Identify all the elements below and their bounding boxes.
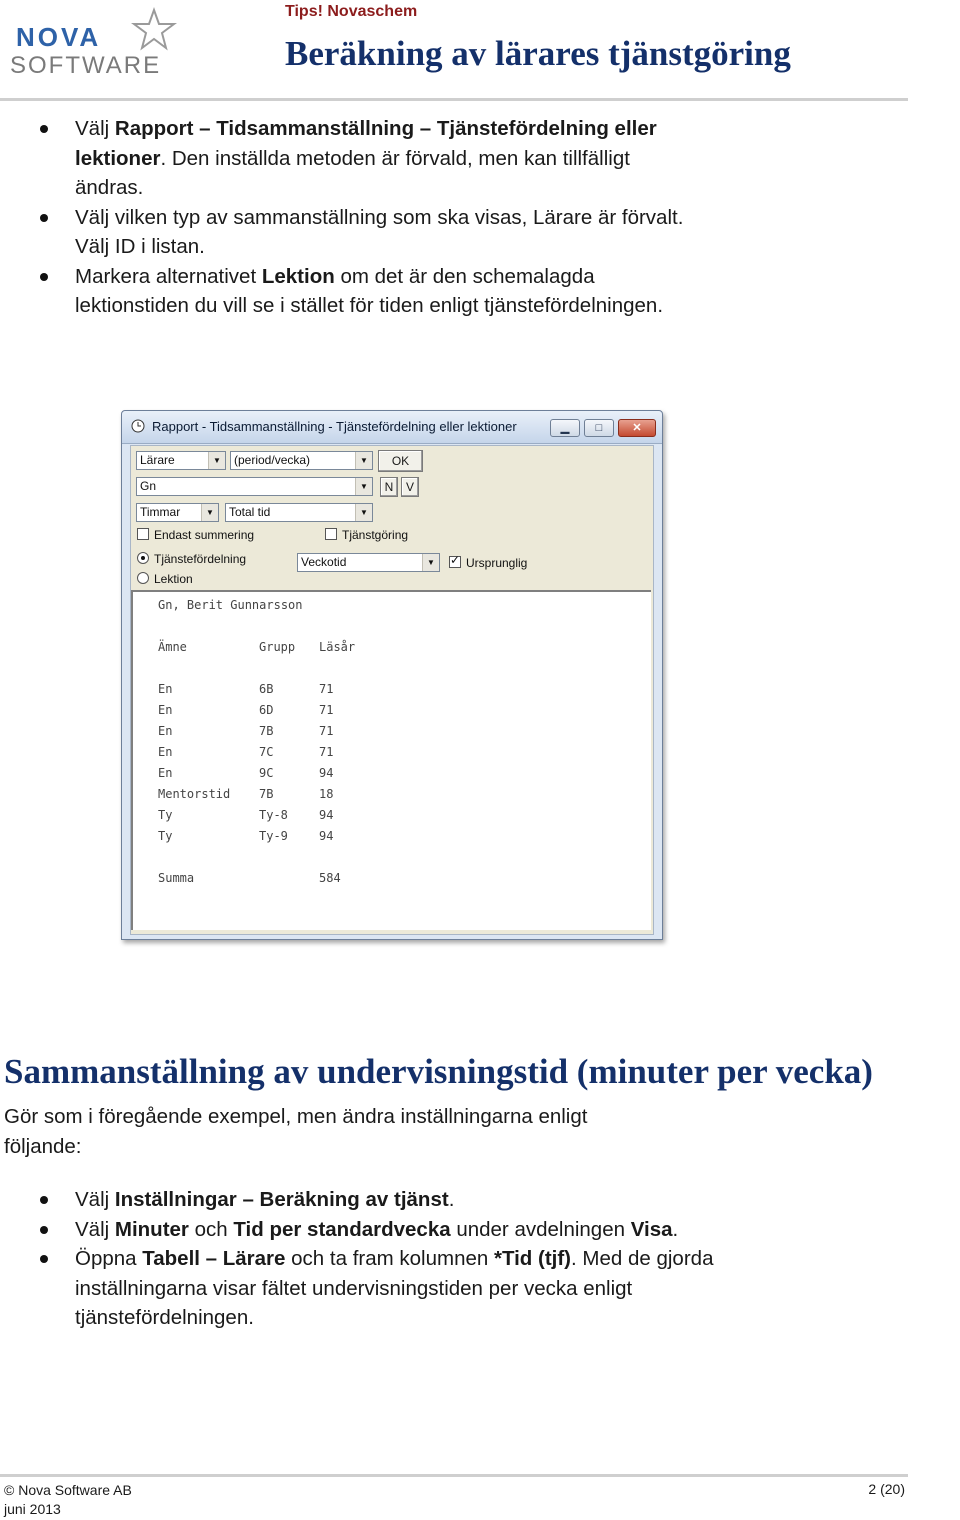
bullet-item xyxy=(0,1185,760,1215)
type-combo-value: Lärare xyxy=(140,453,175,467)
footer-left xyxy=(4,1481,132,1519)
bullet-item xyxy=(0,262,700,321)
chevron-down-icon: ▼ xyxy=(355,504,372,521)
bullet-text: . xyxy=(672,1217,679,1241)
report-cell: 94 xyxy=(319,829,334,843)
tjanstgoring-label: Tjänstgöring xyxy=(342,528,409,542)
report-cell: 9C xyxy=(259,766,274,780)
footer-divider xyxy=(0,1474,908,1477)
bullet-text: Inställningar – Beräkning av tjänst xyxy=(114,1188,449,1211)
instructions-list-1 xyxy=(0,114,700,321)
v-button[interactable]: V xyxy=(401,477,419,497)
maximize-icon: □ xyxy=(595,422,603,434)
lektion-radio[interactable] xyxy=(137,572,193,586)
time-combo-value: Total tid xyxy=(229,505,271,519)
type-combo[interactable] xyxy=(136,451,226,470)
footer-copyright: © Nova Software AB xyxy=(4,1482,132,1498)
bullet-text: om det är den schemalagda lektionstiden du vill se i stället för tiden enligt tjänstefördelningen. xyxy=(75,264,664,317)
bullet-icon xyxy=(40,125,48,133)
section-heading: Sammanställning av undervisningstid (minuter per vecka) xyxy=(4,1052,873,1091)
bullet-item xyxy=(0,1215,760,1245)
report-header-lasar: Läsår xyxy=(319,640,356,654)
report-cell: Mentorstid xyxy=(158,787,231,801)
report-cell: En xyxy=(158,682,173,696)
id-combo[interactable] xyxy=(136,477,373,496)
window-title: Rapport - Tidsammanställning - Tjänstefördelning eller lektioner xyxy=(152,419,517,434)
report-cell: En xyxy=(158,724,173,738)
minimize-icon: ▁ xyxy=(560,422,570,434)
header-tips: Tips! Novaschem xyxy=(285,3,418,20)
bullet-text: och ta fram kolumnen xyxy=(285,1247,494,1270)
period-combo-value: (period/vecka) xyxy=(234,453,311,467)
report-cell: 71 xyxy=(319,682,334,696)
bullet-text: Markera alternativet xyxy=(75,264,262,288)
report-cell: Ty-8 xyxy=(259,808,288,822)
nova-software-logo xyxy=(6,2,206,82)
bullet-text: Visa xyxy=(630,1217,673,1241)
bullet-item xyxy=(0,1244,760,1333)
logo-text-top: NOVA xyxy=(16,22,102,52)
bullet-text: och xyxy=(188,1217,234,1241)
lektion-label: Lektion xyxy=(154,572,193,586)
tjanstgoring-checkbox[interactable] xyxy=(325,528,408,542)
report-cell: En xyxy=(158,703,173,717)
bullet-item xyxy=(0,203,700,262)
report-cell: En xyxy=(158,745,173,759)
bullet-text: Öppna xyxy=(75,1247,143,1270)
ursprunglig-checkbox[interactable] xyxy=(449,556,527,570)
bullet-text: . xyxy=(448,1188,455,1211)
chevron-down-icon: ▼ xyxy=(355,452,372,469)
bullet-text: Rapport – Tidsammanställning – Tjänstefördelning eller lektioner xyxy=(75,117,657,170)
bullet-text: *Tid (tjf) xyxy=(493,1247,572,1270)
time-combo[interactable] xyxy=(225,503,373,522)
report-cell: 6D xyxy=(259,703,274,717)
bullet-text: Välj xyxy=(75,1217,115,1241)
n-button[interactable]: N xyxy=(380,477,398,497)
section-intro: Gör som i föregående exempel, men ändra inställningarna enligt följande: xyxy=(4,1105,588,1158)
footer-page-number: 2 (20) xyxy=(868,1481,905,1497)
veckotid-combo-value: Veckotid xyxy=(301,555,347,569)
report-cell: 94 xyxy=(319,808,334,822)
report-cell: Ty xyxy=(158,808,173,822)
bullet-icon xyxy=(40,1255,48,1263)
window-client-area xyxy=(130,445,654,935)
endast-summering-label: Endast summering xyxy=(154,528,255,542)
unit-combo[interactable] xyxy=(136,503,219,522)
report-cell: 71 xyxy=(319,703,334,717)
report-output xyxy=(131,590,651,930)
report-sum-label: Summa xyxy=(158,871,195,885)
bullet-text: Välj vilken typ av sammanställning som ska visas, Lärare är förvalt. Välj ID i listan. xyxy=(75,205,684,258)
endast-summering-checkbox[interactable] xyxy=(137,528,254,542)
bullet-icon xyxy=(40,1196,48,1204)
report-sum-value: 584 xyxy=(319,871,341,885)
report-header-grupp: Grupp xyxy=(259,640,296,654)
report-cell: 71 xyxy=(319,745,334,759)
bullet-text: . Den inställda metoden är förvald, men kan tillfälligt ändras. xyxy=(75,146,630,199)
report-teacher: Gn, Berit Gunnarsson xyxy=(158,598,303,612)
ursprunglig-label: Ursprunglig xyxy=(466,556,528,570)
chevron-down-icon: ▼ xyxy=(201,504,218,521)
bullet-text: Tid per standardvecka xyxy=(233,1217,451,1241)
report-cell: Ty-9 xyxy=(259,829,288,843)
report-cell: 7C xyxy=(259,745,274,759)
chevron-down-icon: ▼ xyxy=(355,478,372,495)
ok-button[interactable]: OK xyxy=(378,450,423,472)
maximize-button[interactable] xyxy=(584,419,614,437)
id-combo-value: Gn xyxy=(140,479,157,493)
bullet-item xyxy=(0,114,700,203)
page-title: Beräkning av lärares tjänstgöring xyxy=(285,34,791,73)
close-button[interactable] xyxy=(618,419,656,437)
instructions-list-2 xyxy=(0,1185,760,1333)
window-titlebar xyxy=(122,411,662,444)
footer-date: juni 2013 xyxy=(4,1501,61,1517)
bullet-icon xyxy=(40,1226,48,1234)
report-cell: 6B xyxy=(259,682,274,696)
report-cell: Ty xyxy=(158,829,173,843)
period-combo[interactable] xyxy=(230,451,373,470)
bullet-icon xyxy=(40,273,48,281)
report-cell: 7B xyxy=(259,724,274,738)
unit-combo-value: Timmar xyxy=(140,505,181,519)
bullet-text: Välj xyxy=(75,117,115,140)
bullet-text: Välj xyxy=(75,1188,115,1211)
chevron-down-icon: ▼ xyxy=(208,452,225,469)
report-cell: 18 xyxy=(319,787,334,801)
bullet-text: Tabell – Lärare xyxy=(142,1247,286,1270)
minimize-button[interactable] xyxy=(550,419,580,437)
chevron-down-icon: ▼ xyxy=(422,554,439,571)
tjanstefordelning-radio[interactable] xyxy=(137,552,246,566)
bullet-text: Lektion xyxy=(261,264,335,288)
report-window xyxy=(121,410,663,940)
close-icon: ✕ xyxy=(632,422,642,434)
logo-text-bottom: SOFTWARE xyxy=(10,52,162,79)
report-cell: 71 xyxy=(319,724,334,738)
report-cell: 94 xyxy=(319,766,334,780)
bullet-text: under avdelningen xyxy=(450,1217,631,1241)
bullet-text: Minuter xyxy=(114,1217,189,1241)
app-icon xyxy=(131,419,145,433)
report-header-amne: Ämne xyxy=(158,640,187,654)
bullet-icon xyxy=(40,214,48,222)
report-cell: 7B xyxy=(259,787,274,801)
tjanstefordelning-label: Tjänstefördelning xyxy=(154,552,247,566)
report-cell: En xyxy=(158,766,173,780)
bullet-text: . Med de gjorda inställningarna visar fältet undervisningstiden per vecka enligt tjänstefördelningen. xyxy=(75,1247,714,1329)
veckotid-combo[interactable] xyxy=(297,553,440,572)
header-divider xyxy=(0,98,908,101)
